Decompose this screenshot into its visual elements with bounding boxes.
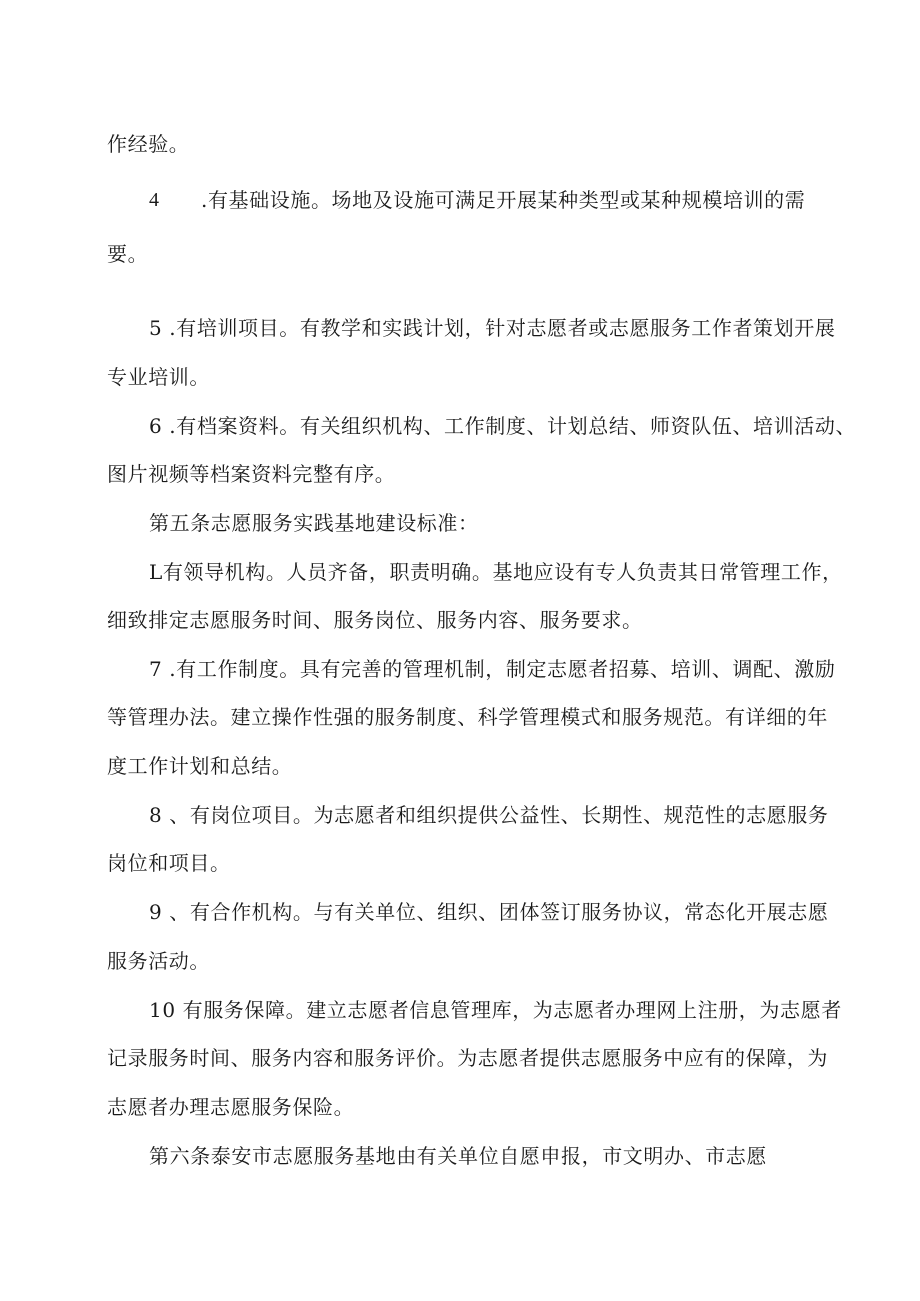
paragraph-line: 等管理办法。建立操作性强的服务制度、科学管理模式和服务规范。有详细的年 — [107, 705, 828, 729]
list-number-4: 4 — [149, 189, 160, 211]
paragraph-line: 10 有服务保障。建立志愿者信息管理库，为志愿者办理网上注册，为志愿者 — [149, 998, 842, 1022]
paragraph-line: 8 、有岗位项目。为志愿者和组织提供公益性、长期性、规范性的志愿服务 — [149, 803, 829, 827]
paragraph-line: L有领导机构。人员齐备，职责明确。基地应设有专人负责其日常管理工作， — [149, 560, 843, 584]
paragraph-line: 6 .有档案资料。有关组织机构、工作制度、计划总结、师资队伍、培训活动、 — [149, 414, 857, 438]
paragraph-line: 细致排定志愿服务时间、服务岗位、服务内容、服务要求。 — [107, 608, 643, 632]
paragraph-line: 7 .有工作制度。具有完善的管理机制，制定志愿者招募、培训、调配、激励 — [149, 657, 836, 681]
section-heading-article-6: 第六条泰安市志愿服务基地由有关单位自愿申报，市文明办、市志愿 — [149, 1144, 767, 1168]
paragraph-line: 记录服务时间、服务内容和服务评价。为志愿者提供志愿服务中应有的保障，为 — [107, 1046, 828, 1070]
paragraph-line: 岗位和项目。 — [107, 851, 231, 875]
paragraph-line: .有基础设施。场地及设施可满足开展某种类型或某种规模培训的需 — [201, 188, 806, 212]
paragraph-line: 9 、有合作机构。与有关单位、组织、团体签订服务协议，常态化开展志愿 — [149, 900, 829, 924]
paragraph-line: 志愿者办理志愿服务保险。 — [107, 1095, 355, 1119]
paragraph-line-continuation: 作经验。 — [107, 132, 190, 156]
paragraph-line: 专业培训。 — [107, 365, 210, 389]
paragraph-line: 度工作计划和总结。 — [107, 754, 293, 778]
paragraph-line: 图片视频等档案资料完整有序。 — [107, 462, 396, 486]
paragraph-line: 要。 — [107, 242, 149, 266]
paragraph-line: 服务活动。 — [107, 949, 210, 973]
paragraph-line: 5 .有培训项目。有教学和实践计划，针对志愿者或志愿服务工作者策划开展 — [149, 316, 836, 340]
section-heading-article-5: 第五条志愿服务实践基地建设标准： — [149, 511, 479, 535]
